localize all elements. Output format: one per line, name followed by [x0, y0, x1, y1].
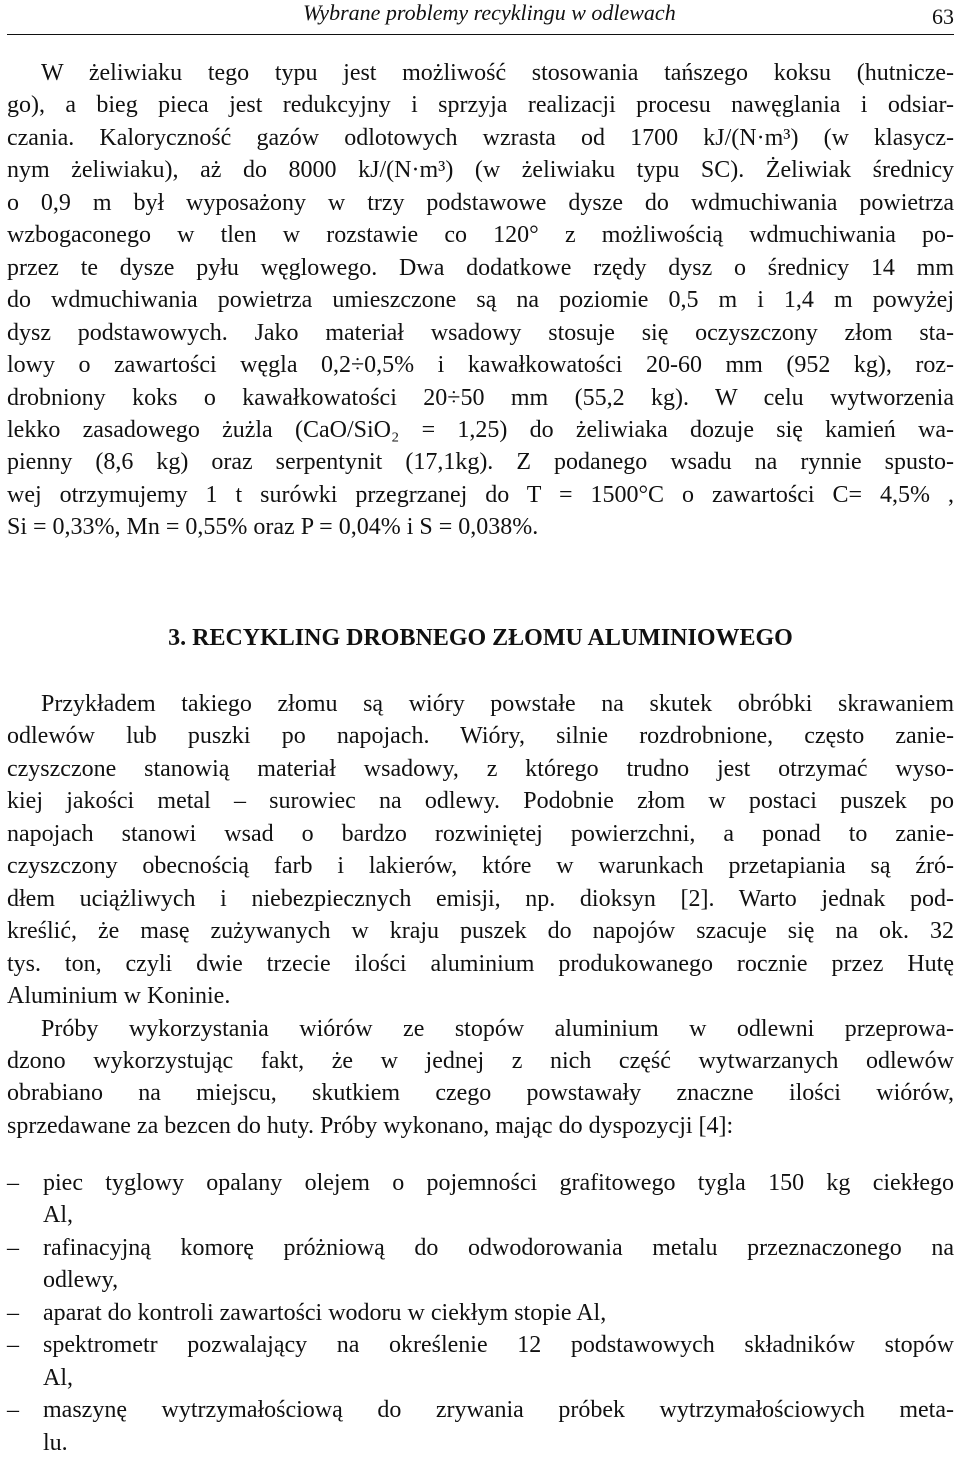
paragraph-line: czyszczony obecnością farb i lakierów, które w warunkach przetapiania są źró- [7, 853, 954, 880]
paragraph-line: obrabiano na miejscu, skutkiem czego powstawały znaczne ilości wiórów, [7, 1080, 954, 1107]
list-item [7, 1167, 954, 1232]
dash-bullet: – [7, 1397, 19, 1424]
paragraph-line: napojach stanowi wsad o bardzo rozwiniętej powierzchni, a ponad to zanie- [7, 820, 954, 847]
paragraph-line: pienny (8,6 kg) oraz serpentynit (17,1kg). Z podanego wsadu na rynnie spusto- [7, 449, 954, 476]
dash-bullet: – [7, 1170, 19, 1196]
list-item-line: aparat do kontroli zawartości wodoru w ciekłym stopie Al, [43, 1299, 607, 1326]
dash-bullet: – [7, 1299, 19, 1326]
equipment-list [7, 1167, 954, 1459]
paragraph-line: lowy o zawartości węgla 0,2÷0,5% i kawałkowatości 20-60 mm (952 kg), roz- [7, 352, 954, 379]
dash-bullet: – [7, 1332, 19, 1359]
paragraph-line: dzono wykorzystując fakt, że w jednej z nich część wytwarzanych odlewów [7, 1047, 954, 1074]
list-item [7, 1394, 954, 1459]
paragraph-line: dłem uciążliwych i niebezpiecznych emisji, np. dioksyn [2]. Warto jednak pod- [7, 885, 954, 912]
paragraph-line: o 0,9 m był wyposażony w trzy podstawowe dysze do wdmuchiwania powietrza [7, 189, 954, 216]
section-heading: 3. RECYKLING DROBNEGO ZŁOMU ALUMINIOWEGO [168, 625, 793, 651]
paragraph-line: sprzedawane za bezcen do huty. Próby wykonano, mając do dyspozycji [4]: [7, 1112, 734, 1139]
dash-bullet: – [7, 1234, 19, 1261]
paragraph-line: drobniony koks o kawałkowatości 20÷50 mm (55,2 kg). W celu wytworzenia [7, 384, 954, 411]
paragraph-line: wej otrzymujemy 1 t surówki przegrzanej do T = 1500°C o zawartości C= 4,5% , [7, 481, 954, 508]
paragraph-line: do wdmuchiwania powietrza umieszczone są na poziomie 0,5 m i 1,4 m powyżej [7, 287, 954, 314]
paragraph-line: odlewów lub puszki po napojach. Wióry, silnie rozdrobnione, często zanie- [7, 723, 954, 750]
intro-paragraph [7, 57, 954, 544]
paragraph-line: Próby wykorzystania wiórów ze stopów aluminium w odlewni przeprowa- [41, 1015, 954, 1042]
list-item-line: odlewy, [43, 1267, 119, 1294]
section-body [7, 688, 954, 1142]
running-title: Wybrane problemy recyklingu w odlewach [303, 0, 676, 25]
paragraph-line: Si = 0,33%, Mn = 0,55% oraz P = 0,04% i S = 0,038%. [7, 514, 539, 541]
paragraph-line: W żeliwiaku tego typu jest możliwość stosowania tańszego koksu (hutnicze- [41, 60, 954, 86]
paragraph-line: dysz podstawowych. Jako materiał wsadowy stosuje się oczyszczony złom sta- [7, 319, 954, 346]
list-item-line: Al, [43, 1364, 73, 1391]
paragraph-line: przez te dysze pyłu węglowego. Dwa dodatkowe rzędy dysz o średnicy 14 mm [7, 254, 954, 281]
paragraph-line: kiej jakości metal – surowiec na odlewy. Podobnie złom w postaci puszek po [7, 788, 954, 815]
paragraph-line: tys. ton, czyli dwie trzecie ilości aluminium produkowanego rocznie przez Hutę [7, 950, 954, 977]
paragraph-line: nym żeliwiaku), aż do 8000 kJ/(N·m³) (w żeliwiaku typu SC). Żeliwiak średnicy [7, 157, 954, 184]
list-item-line: rafinacyjną komorę próżniową do odwodorowania metalu przeznaczonego na [43, 1234, 954, 1261]
page-number: 63 [932, 4, 954, 29]
list-item-line: maszynę wytrzymałościową do zrywania próbek wytrzymałościowych meta- [43, 1397, 954, 1424]
paragraph-line: wzbogaconego w tlen w rozstawie co 120° z możliwością wdmuchiwania po- [7, 222, 954, 249]
paragraph-line: czyszczone stanowią materiał wsadowy, z którego trudno jest otrzymać wyso- [7, 755, 954, 782]
paragraph-line: go), a bieg pieca jest redukcyjny i sprzyja realizacji procesu nawęglania i odsiar- [7, 92, 954, 119]
page-header [7, 0, 954, 35]
list-item-line: lu. [43, 1429, 68, 1456]
list-item-line: Al, [43, 1202, 73, 1229]
paragraph-line: lekko zasadowego żużla (CaO/SiO₂ = 1,25) do żeliwiaka dozuje się kamień wa- [7, 416, 954, 443]
list-item-line: piec tyglowy opalany olejem o pojemności grafitowego tygla 150 kg ciekłego [43, 1170, 954, 1196]
paragraph-line: Aluminium w Koninie. [7, 983, 231, 1010]
list-item [7, 1232, 954, 1297]
list-item-line: spektrometr pozwalający na określenie 12 podstawowych składników stopów [43, 1332, 954, 1359]
paragraph-line: czania. Kaloryczność gazów odlotowych wzrasta od 1700 kJ/(N·m³) (w klasycz- [7, 124, 954, 151]
paragraph-line: Przykładem takiego złomu są wióry powstałe na skutek obróbki skrawaniem [41, 691, 954, 717]
paragraph-line: kreślić, że masę zużywanych w kraju puszek do napojów szacuje się na ok. 32 [7, 918, 954, 945]
list-item [7, 1329, 954, 1394]
list-item [7, 1297, 954, 1329]
